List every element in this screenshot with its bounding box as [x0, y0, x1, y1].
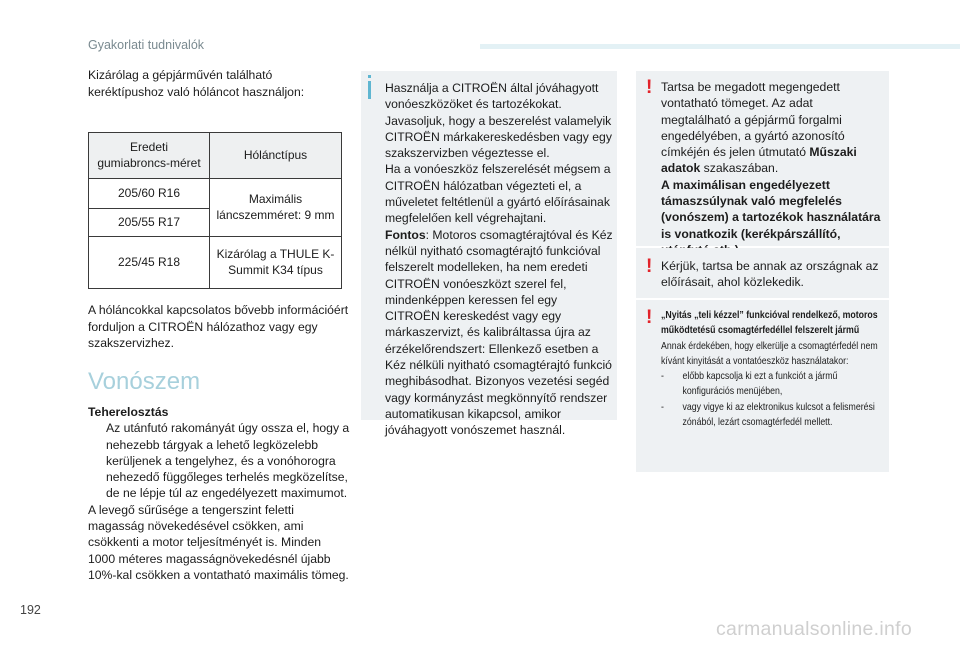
- dash-icon: -: [661, 401, 664, 413]
- watermark: carmanualsonline.info: [716, 618, 912, 640]
- info-box: [361, 71, 617, 438]
- table-cell-size: 205/60 R16: [89, 179, 210, 209]
- header-rule: [480, 44, 960, 49]
- table-cell-chain: Kizárólag a THULE K-Summit K34 típus: [210, 237, 342, 289]
- warning-box-regulations: [636, 248, 889, 298]
- warning-icon: !: [646, 77, 653, 98]
- info-paragraph-3: [385, 227, 613, 439]
- list-item: [661, 369, 886, 400]
- fontos-text: : Motoros csomagtérajtóval és Kéz nélkül nyitható csomagtérajtó funkcióval felszerelt modelleken, ha nem eredeti CITROËN vonóeszközt szerel fel, mindenképpen keressen fel egy CITROËN kereskedést vagy egy márkaszervizt, és kalibráltassa újra az érzékelőrendszert: Ellenkező esetben a Kéz nélküli nyitható csomagtérajtó funkció meghibásodhat. Bizonyos vezetési segéd vagy kormányzást megkönnyítő rendszer automatikusan kikapcsol, amikor jóváhagyott vonószemet használ.: [385, 227, 613, 438]
- fontos-label: Fontos: [385, 227, 426, 242]
- table-cell-chain: Maximális láncszemméret: 9 mm: [210, 179, 342, 237]
- table-row: [89, 237, 342, 289]
- table-header-tyre-size: Eredeti gumiabroncs-méret: [89, 133, 210, 179]
- intro-paragraph: Kizárólag a gépjárművén található keréktípushoz való hóláncot használjon:: [88, 68, 305, 99]
- warning-box-text: [661, 79, 885, 258]
- warning-paragraph: [661, 79, 885, 177]
- table-header-chain-type: Hólánctípus: [210, 133, 342, 179]
- warning-title: „Nyitás „teli kézzel” funkcióval rendelkező, motoros működtetésű csomagtérfedéllel felszerelt jármű: [661, 310, 878, 337]
- towing-paragraph: A levegő sűrűsége a tengerszint feletti magasság növekedésével csökken, ami csökkenti a motor teljesítményét is. Minden 1000 méteres magasságnövekedésnél újabb 10%-kal csökken a vontatható maximális tömeg.: [88, 502, 349, 582]
- warning-box-towing-mass: [636, 71, 889, 246]
- intro-text: [88, 67, 343, 100]
- warning-text-b: szakaszában.: [700, 161, 779, 176]
- page-number: 192: [20, 603, 41, 617]
- warning-bold-paragraph: A maximálisan engedélyezett támaszsúlynak való megfelelés (vonószem) a tartozékok használatára is vonatkozik (kerékpárszállító,: [661, 177, 881, 241]
- table-header-row: [89, 133, 342, 179]
- table-cell-size: 225/45 R18: [89, 237, 210, 289]
- info-paragraph-2: Ha a vonóeszköz felszerelését mégsem a CITROËN hálózatban végezteti el, a műveletet feltétlenül a gyártó előírásainak megfelelően kell végrehajtani.: [385, 162, 611, 226]
- towing-subheading: Teherelosztás: [88, 405, 169, 419]
- warning-text: Annak érdekében, hogy elkerülje a csomagtérfedél nem kívánt kinyitását a vontatóeszköz használatakor:: [661, 340, 878, 367]
- towing-bullet: [88, 420, 350, 501]
- warning-bold-link: Műszaki adatok: [661, 145, 857, 176]
- list-item: [661, 400, 886, 431]
- section-title: Gyakorlati tudnivalók: [88, 38, 205, 52]
- warning-icon: !: [646, 307, 653, 328]
- info-box-text: [385, 80, 613, 439]
- table-row: [89, 179, 342, 209]
- towing-bullet-text: Az utánfutó rakományát úgy ossza el, hogy a nehezebb tárgyak a lehető legközelebb kerüljenek a tengelyhez, és a vonóhorogra nehezedő függőleges terhelés megközelítse, de ne lépje túl az engedélyezett maximumot.: [106, 421, 350, 501]
- info-paragraph-1: Használja a CITROËN által jóváhagyott vonóeszközöket és tartozékokat. Javasoljuk, hogy a beszerelést valamelyik CITROËN márkakereskedésben vagy egy szakszervizben végeztesse el.: [385, 81, 612, 161]
- warning-text-a: Tartsa be megadott megengedett vontatható tömeget. Az adat megtalálható a gépjármű forgalmi engedélyében, a gyártó azonosító címkéjén és jelen útmutató: [661, 80, 845, 160]
- list-item-text: előbb kapcsolja ki ezt a funkciót a jármű konfigurációs menüjében,: [682, 371, 838, 398]
- towing-section: [88, 404, 350, 583]
- warning-box-tailgate: [636, 300, 889, 472]
- table-cell-size: 205/55 R17: [89, 209, 210, 237]
- warning-icon: !: [646, 256, 653, 277]
- list-item-text: vagy vigye ki az elektronikus kulcsot a felismerési zónából, lezárt csomagtérfedél mellett.: [682, 401, 875, 429]
- section-heading: Vonószem: [88, 368, 201, 395]
- dash-icon: -: [661, 371, 664, 383]
- snow-chain-table: [88, 132, 342, 289]
- info-icon: [368, 81, 371, 99]
- chain-info-paragraph: A hóláncokkal kapcsolatos bővebb információért forduljon a CITROËN hálózathoz vagy egy szakszervizhez.: [88, 303, 349, 350]
- warning-text: Kérjük, tartsa be annak az országnak az előírásait, ahol közlekedik.: [661, 259, 879, 290]
- warning-box-text: [661, 308, 886, 430]
